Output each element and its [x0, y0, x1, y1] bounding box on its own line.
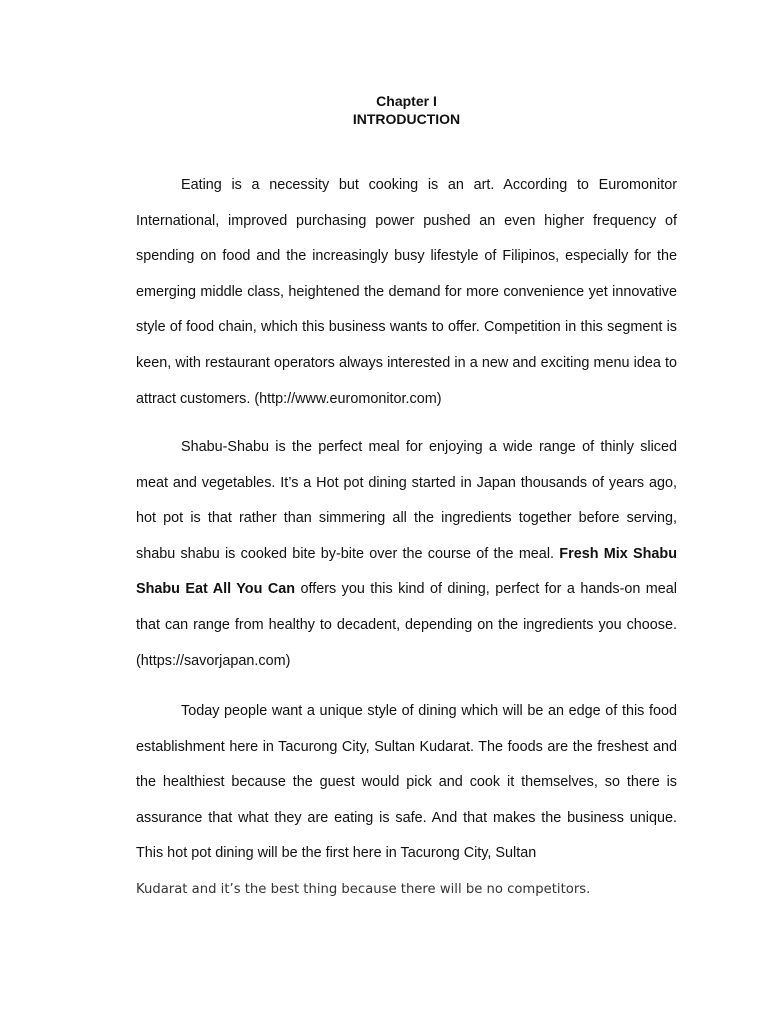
- chapter-label: Chapter I: [376, 93, 437, 109]
- chapter-title: INTRODUCTION: [352, 111, 461, 127]
- business-name: Fresh Mix Shabu Shabu Eat All You Can: [136, 545, 677, 598]
- paragraph-3-last-line: Kudarat and it’s the best thing because there will be no competitors.: [136, 882, 591, 897]
- paragraph-1: Eating is a necessity but cooking is an art. According to Euromonitor International, improved purchasing power pushed an even higher frequency of spending on food and the increasingly busy lifestyle of Filipinos, especially for the emerging middle class, heightened the demand for more convenience yet innovative style of food chain, which this business wants to offer. Competition in this segment is keen, with restaurant operators always interested in a new and exciting menu idea to attract customers. (http://www.euromonitor.com): [136, 177, 677, 407]
- paragraph-2: [136, 430, 677, 679]
- paragraph-2-text-start: Shabu-Shabu is the perfect meal for enjoying a wide range of thinly sliced meat and vegetables. It’s a Hot pot dining started in Japan thousands of years ago, hot pot is that rather than simmering all the ingredients together before serving, shabu shabu is cooked bite by-bite over the course of the meal.: [136, 439, 677, 562]
- paragraph-3: Today people want a unique style of dining which will be an edge of this food establishment here in Tacurong City, Sultan Kudarat. The foods are the freshest and the healthiest because the guest would pick and cook it themselves, so there is assurance that what they are eating is safe. And that makes the business unique. This hot pot dining will be the first here in Tacurong City, Sultan: [136, 703, 677, 862]
- paragraph-2-text-end: offers you this kind of dining, perfect for a hands-on meal that can range from healthy to decadent, depending on the ingredients you choose. (https://savorjapan.com): [136, 581, 677, 669]
